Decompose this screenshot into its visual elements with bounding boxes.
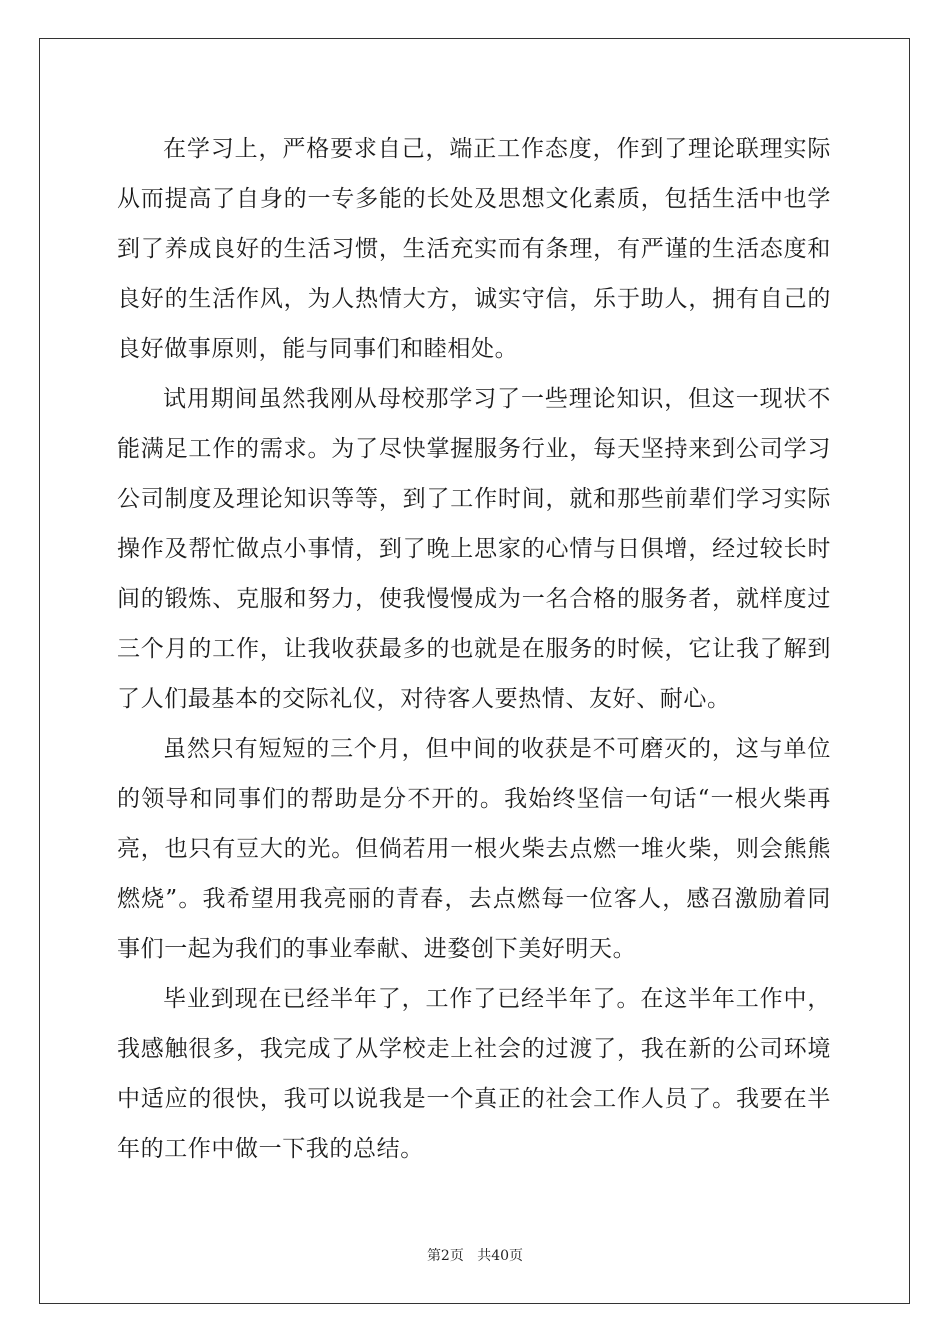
paragraph-1: 在学习上，严格要求自己，端正工作态度，作到了理论联理实际从而提高了自身的一专多能的长处及思想文化素质，包括生活中也学到了养成良好的生活习惯，生活充实而有条理，有严谨的生活态度和良好的生活作风，为人热情大方，诚实守信，乐于助人，拥有自己的良好做事原则，能与同事们和睦相处。 — [117, 136, 831, 362]
paragraph-2: 试用期间虽然我刚从母校那学习了一些理论知识，但这一现状不能满足工作的需求。为了尽快掌握服务行业，每天坚持来到公司学习公司制度及理论知识等等，到了工作时间，就和那些前辈们学习实际操作及帮忙做点小事情，到了晚上思家的心情与日俱增，经过较长时间的锻炼、克服和努力，使我慢慢成为一名合格的服务者，就样度过三个月的工作，让我收获最多的也就是在服务的时候，它让我了解到了人们最基本的交际礼仪，对待客人要热情、友好、耐心。 — [117, 386, 831, 712]
document-body — [117, 124, 831, 1174]
paragraph-3: 虽然只有短短的三个月，但中间的收获是不可磨灭的，这与单位的领导和同事们的帮助是分不开的。我始终坚信一句话“一根火柴再亮，也只有豆大的光。但倘若用一根火柴去点燃一堆火柴，则会熊熊燃烧”。我希望用我亮丽的青春，去点燃每一位客人，感召激励着同事们一起为我们的事业奉献、进婺创下美好明天。 — [117, 736, 831, 962]
paragraph-4: 毕业到现在已经半年了，工作了已经半年了。在这半年工作中，我感触很多，我完成了从学校走上社会的过渡了，我在新的公司环境中适应的很快，我可以说我是一个真正的社会工作人员了。我要在半年的工作中做一下我的总结。 — [117, 986, 831, 1162]
page-footer — [0, 1245, 950, 1265]
page-number: 第2页 — [426, 1248, 464, 1264]
page-total: 共40页 — [477, 1248, 524, 1264]
footer-spacer — [464, 1248, 477, 1264]
